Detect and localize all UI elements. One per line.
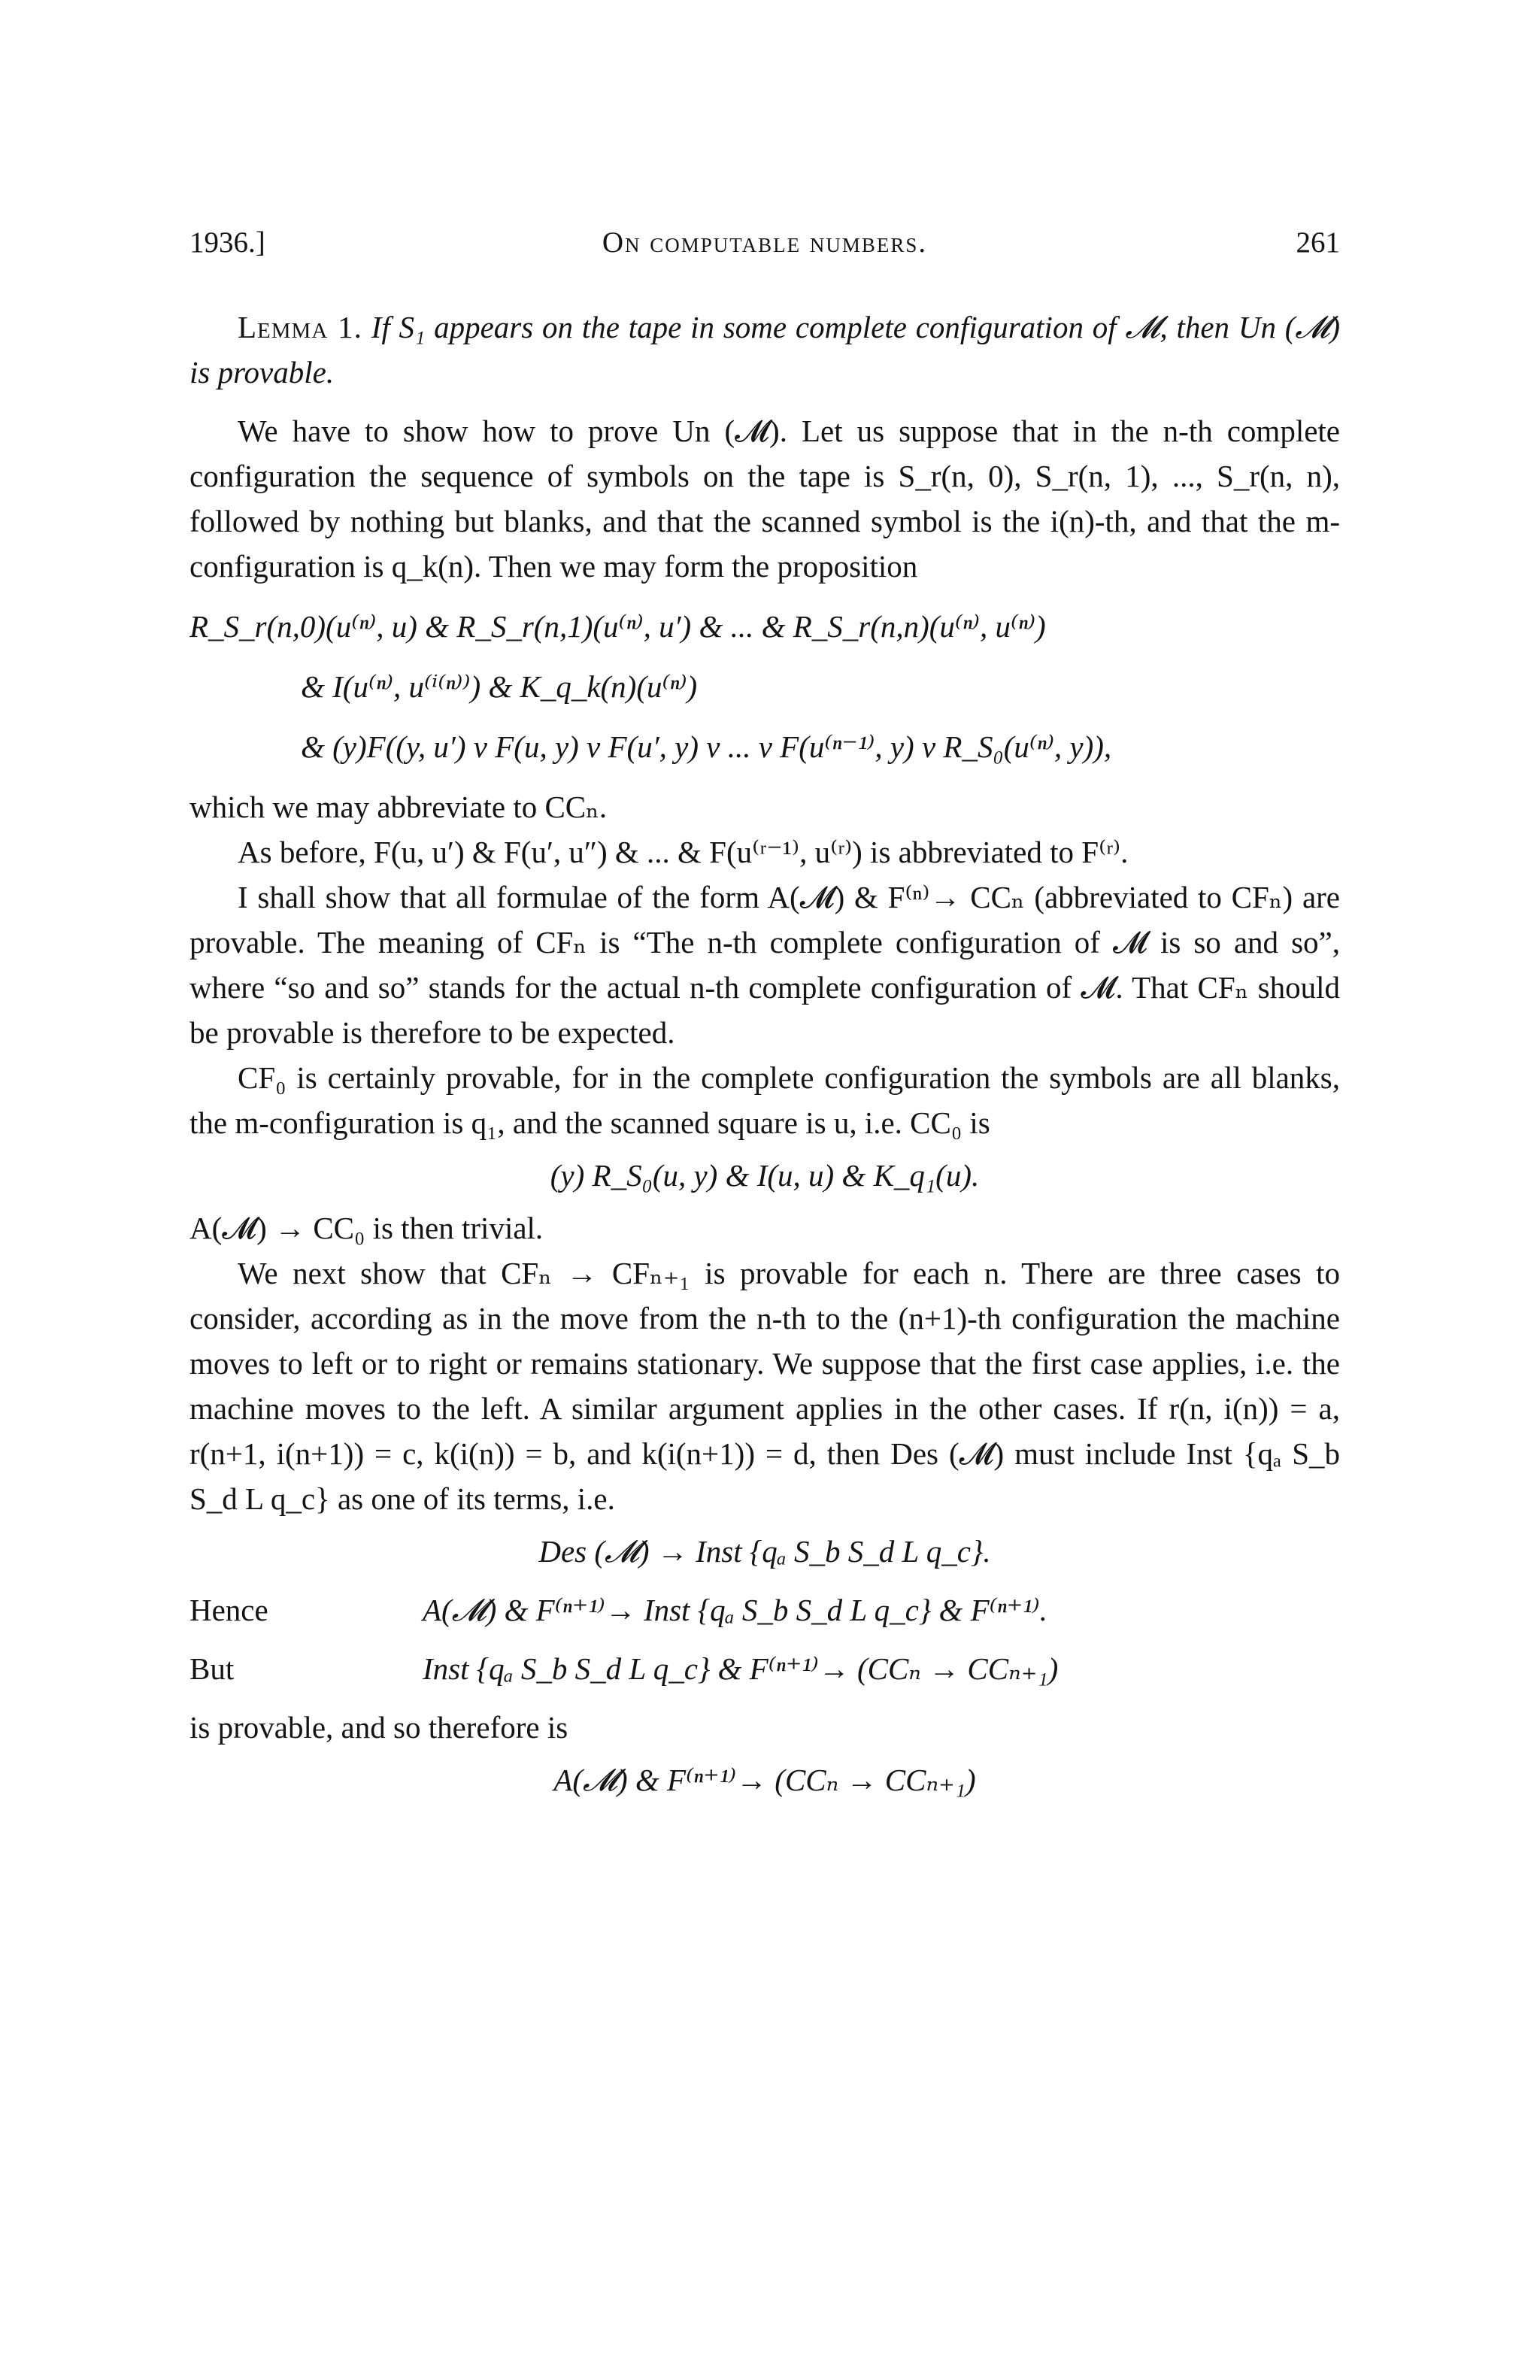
header-title: On computable numbers. (602, 226, 928, 259)
running-header (189, 226, 1340, 271)
formula-cc-line-3: & (y)F((y, u′) v F(u, y) v F(u′, y) v ... v F(u⁽ⁿ⁻¹⁾, y) v R_S₀(u⁽ⁿ⁾, y)), (301, 729, 1112, 764)
hence-expression: A(𝓜) & F⁽ⁿ⁺¹⁾→ Inst {qₐ S_b S_d L q_c} & F⁽ⁿ⁺¹⁾. (423, 1593, 1047, 1627)
paragraph-2: which we may abbreviate to CCₙ. (189, 790, 608, 824)
but-label: But (189, 1651, 235, 1686)
page-number: 261 (1296, 226, 1340, 259)
lemma (189, 305, 1340, 395)
paragraph-6: A(𝓜) → CC₀ is then trivial. (189, 1211, 544, 1245)
hence-label: Hence (189, 1593, 268, 1627)
formula-but (189, 1646, 1340, 1691)
formula-cc-line-1: R_S_r(n,0)(u⁽ⁿ⁾, u) & R_S_r(n,1)(u⁽ⁿ⁾, u′) & ... & R_S_r(n,n)(u⁽ⁿ⁾, u⁽ⁿ⁾) (189, 609, 1046, 644)
paragraph-3: As before, F(u, u′) & F(u′, u″) & ... & F(u⁽ʳ⁻¹⁾, u⁽ʳ⁾) is abbreviated to F⁽ʳ⁾. (238, 835, 1129, 869)
but-expression: Inst {qₐ S_b S_d L q_c} & F⁽ⁿ⁺¹⁾→ (CCₙ → CCₙ₊₁) (423, 1651, 1059, 1686)
formula-hence (189, 1587, 1340, 1633)
formula-cc-line-2: & I(u⁽ⁿ⁾, u⁽ⁱ⁽ⁿ⁾⁾) & K_q_k(n)(u⁽ⁿ⁾) (301, 669, 698, 704)
paragraph-7: We next show that CFₙ → CFₙ₊₁ is provable for each n. There are three cases to consider, according as in the move from the n-th to the (n+1)-th configuration the machine moves to left or to right or remains stationary. We suppose that the first case applies, i.e. the machine moves to the left. A similar argument applies in the other cases. If r(n, i(n)) = a, r(n+1, i(n+1)) = c, k(i(n)) = b, and k(i(n+1)) = d, then Des (𝓜) must include Inst {qₐ S_b S_d L q_c} as one of its terms, i.e. (189, 1256, 1340, 1516)
body-text (189, 305, 1340, 1810)
formula-cc0: (y) R_S₀(u, y) & I(u, u) & K_q₁(u). (550, 1158, 980, 1193)
paragraph-8: is provable, and so therefore is (189, 1710, 568, 1745)
header-year: 1936.] (189, 226, 265, 259)
lemma-statement: If S₁ appears on the tape in some complete configuration of 𝓜, then Un (𝓜) is provable. (189, 310, 1340, 390)
formula-des: Des (𝓜) → Inst {qₐ S_b S_d L q_c}. (538, 1534, 991, 1569)
paragraph-1: We have to show how to prove Un (𝓜). Let us suppose that in the n-th complete configuration the sequence of symbols on the tape is S_r(n, 0), S_r(n, 1), ..., S_r(n, n), followed by nothing but blanks, and that the scanned symbol is the i(n)-th, and that the m-configuration is q_k(n). Then we may form the proposition (189, 414, 1340, 584)
formula-final: A(𝓜) & F⁽ⁿ⁺¹⁾→ (CCₙ → CCₙ₊₁) (553, 1763, 976, 1797)
paragraph-5: CF₀ is certainly provable, for in the complete configuration the symbols are all blanks, the m-configuration is q₁, and the scanned square is u, i.e. CC₀ is (189, 1060, 1340, 1140)
lemma-label: Lemma 1. (238, 310, 362, 344)
paragraph-4: I shall show that all formulae of the form A(𝓜) & F⁽ⁿ⁾→ CCₙ (abbreviated to CFₙ) are provable. The meaning of CFₙ is “The n-th complete configuration of 𝓜 is so and so”, where “so and so” stands for the actual n-th complete configuration of 𝓜. That CFₙ should be provable is therefore to be expected. (189, 880, 1340, 1050)
